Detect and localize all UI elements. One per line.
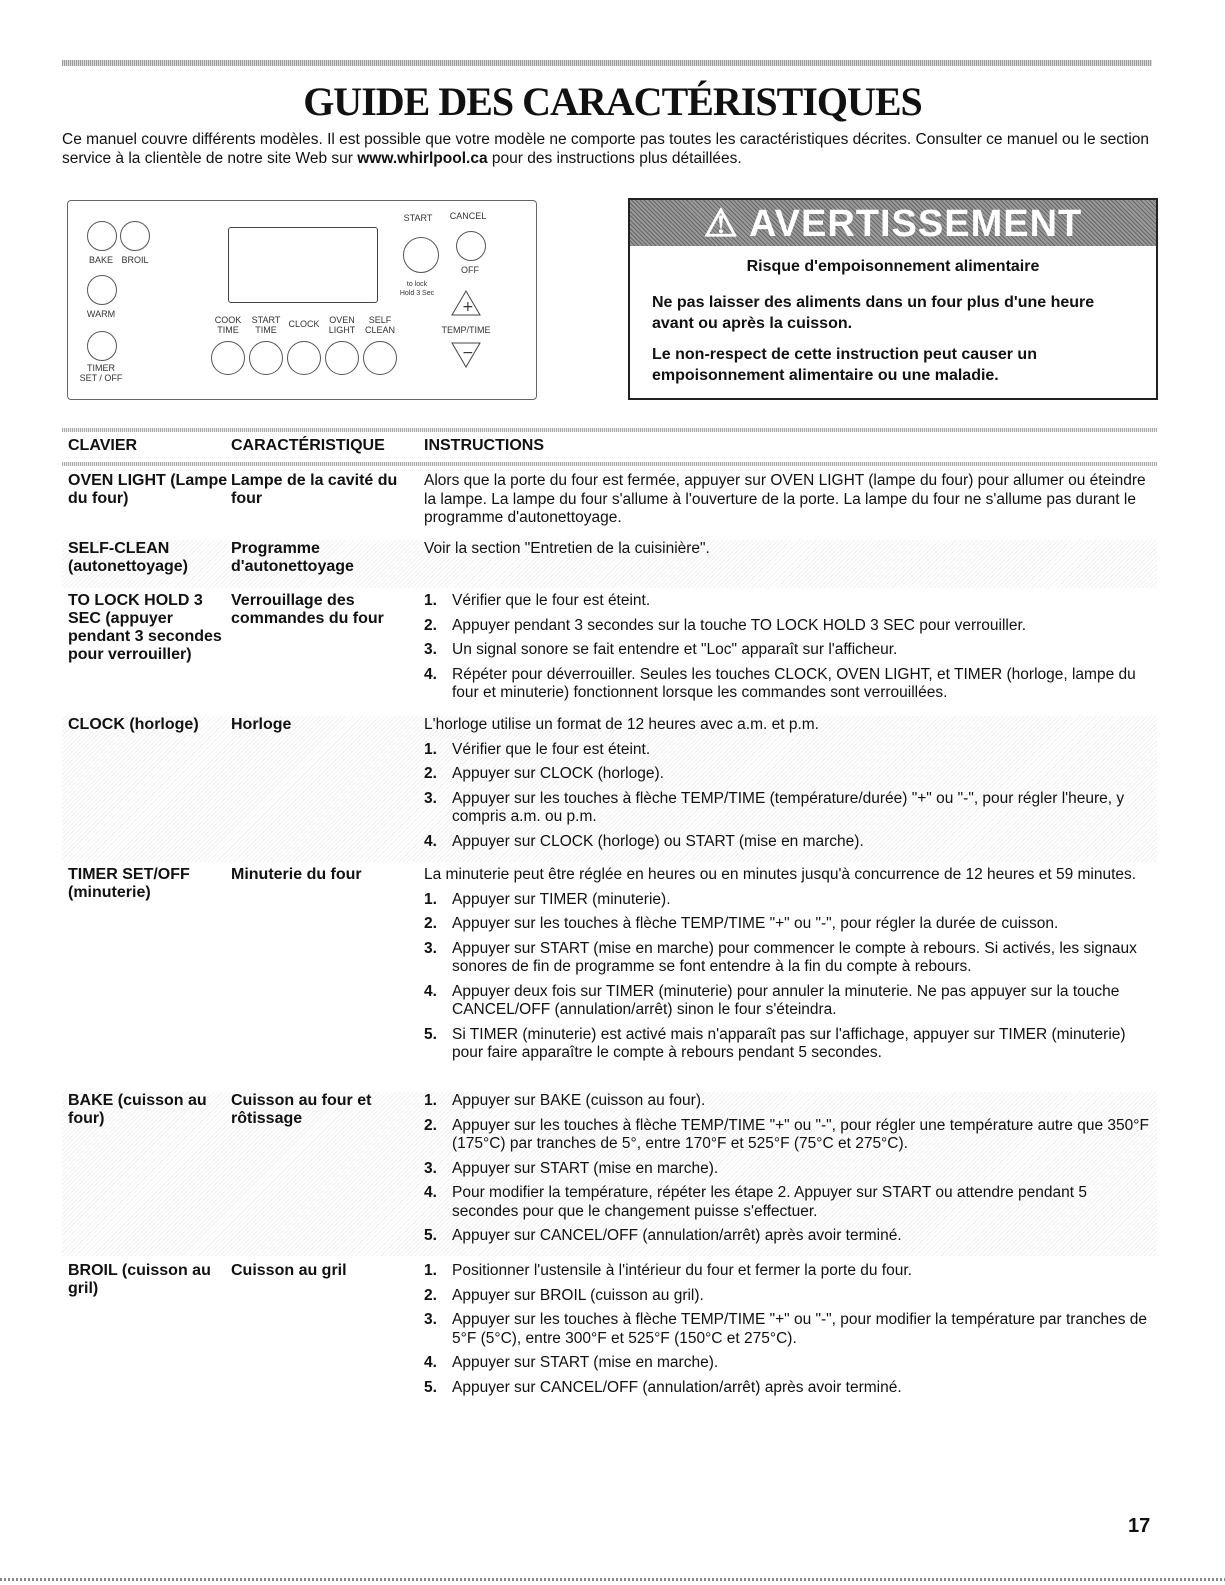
warning-subtitle: Risque d'empoisonnement alimentaire <box>746 258 1040 275</box>
step-text: Vérifier que le four est éteint. <box>452 592 651 609</box>
page-number: 17 <box>1128 1515 1151 1537</box>
instruction-steps <box>424 891 1149 1063</box>
step-text: Répéter pour déverrouiller. Seules les touches CLOCK, OVEN LIGHT, et TIMER (horloge, lampe du four et minuterie) fonctionnent lorsque les commandes sont verrouillées. <box>452 665 1136 701</box>
step-text: Pour modifier la température, répéter les étape 2. Appuyer sur START ou attendre pendant 5 secondes pour que le changement puisse s'effectuer. <box>452 1184 1088 1220</box>
warning-title: AVERTISSEMENT <box>749 203 1083 245</box>
instruction-steps <box>424 741 1149 852</box>
step-text: Appuyer sur START (mise en marche). <box>452 1354 719 1371</box>
column-header-feature: CARACTÉRISTIQUE <box>231 437 385 454</box>
temp-time-label: TEMP/TIME <box>441 325 491 335</box>
instruction-step <box>424 940 1149 977</box>
table-row <box>62 1262 1157 1412</box>
warning-box <box>628 198 1158 400</box>
step-text: Appuyer sur BAKE (cuisson au four). <box>452 1092 706 1109</box>
instruction-steps <box>424 592 1149 703</box>
instruction-step <box>424 1026 1149 1063</box>
step-text: Un signal sonore se fait entendre et "Loc" apparaît sur l'afficheur. <box>452 641 898 658</box>
instruction-step <box>424 1227 1149 1246</box>
step-text: Si TIMER (minuterie) est activé mais n'apparaît pas sur l'affichage, appuyer sur TIMER (minuterie) pour faire apparaître le compte à rebours pendant 5 secondes. <box>452 1025 1126 1061</box>
instruction-step <box>424 765 1149 784</box>
table-row <box>62 716 1157 862</box>
step-number: 3. <box>424 1159 437 1177</box>
table-top-rule <box>62 428 1157 432</box>
intro-text: Ce manuel couvre différents modèles. Il est possible que votre modèle ne comporte pas toutes les caractéristiques décrites. Consulter ce manuel ou le section service à la clientèle de notre site Web sur <box>62 131 1150 167</box>
instruction-step <box>424 592 1149 611</box>
instruction-step <box>424 1262 1149 1281</box>
bake-button-icon <box>87 221 117 251</box>
row-feature: Horloge <box>231 716 292 733</box>
step-number: 5. <box>424 1227 437 1244</box>
step-number: 1. <box>424 592 437 609</box>
set-off-label: SET / OFF <box>79 373 123 383</box>
table-row <box>62 540 1157 588</box>
minus-arrow-icon <box>450 341 482 369</box>
table-row <box>62 472 1157 534</box>
instruction-step <box>424 1160 1149 1179</box>
step-text: Appuyer sur TIMER (minuterie). <box>452 890 671 908</box>
column-header-key: CLAVIER <box>68 437 138 454</box>
row-instructions <box>424 592 1149 709</box>
step-text: Appuyer sur les touches à flèche TEMP/TIME (température/durée) "+" ou "-", pour régler l'heure, y compris a.m. ou p.m. <box>452 789 1125 825</box>
step-number: 2. <box>424 1286 437 1304</box>
step-text: Appuyer sur les touches à flèche TEMP/TIME "+" ou "-", pour régler une température autre que 350°F (175°C) par tranches de 5°, entre 170°F et 525°F (75°C et 275°C). <box>452 1116 1149 1152</box>
clock-label: CLOCK <box>288 319 320 329</box>
step-text: Vérifier que le four est éteint. <box>452 740 651 758</box>
step-number: 5. <box>424 1378 437 1396</box>
instruction-step <box>424 915 1149 934</box>
step-number: 2. <box>424 915 437 932</box>
row-key: SELF-CLEAN (autonettoyage) <box>68 540 188 575</box>
row-instructions <box>424 866 1149 1069</box>
cook-time-button-icon <box>211 341 245 375</box>
warning-text-2: Le non-respect de cette instruction peut causer un empoisonnement alimentaire ou une maladie. <box>652 346 1037 384</box>
step-text: Appuyer pendant 3 secondes sur la touche TO LOCK HOLD 3 SEC pour verrouiller. <box>452 616 1027 634</box>
step-number: 1. <box>424 740 437 758</box>
clock-button-icon <box>287 341 321 375</box>
hold-label: Hold 3 Sec <box>399 290 435 297</box>
step-number: 1. <box>424 1092 437 1109</box>
warning-text-1: Ne pas laisser des aliments dans un four plus d'une heure avant ou après la cuisson. <box>652 294 1095 332</box>
oven-light-label: OVEN LIGHT <box>328 315 356 335</box>
cancel-label: CANCEL <box>449 211 487 221</box>
intro-text-end: pour des instructions plus détaillées. <box>487 150 742 167</box>
control-panel-illustration <box>67 200 537 400</box>
warning-header <box>630 200 1156 246</box>
row-key: CLOCK (horloge) <box>68 716 199 733</box>
step-text: Appuyer sur les touches à flèche TEMP/TIME "+" ou "-", pour régler la durée de cuisson. <box>452 915 1059 932</box>
warning-triangle-icon: ⚠ <box>703 203 739 245</box>
row-feature: Cuisson au gril <box>231 1262 347 1279</box>
instruction-step <box>424 1092 1149 1111</box>
step-number: 1. <box>424 890 437 908</box>
cook-time-label: COOK TIME <box>214 315 242 335</box>
step-text: Appuyer sur BROIL (cuisson au gril). <box>452 1286 704 1304</box>
instruction-steps <box>424 1092 1149 1246</box>
instruction-step <box>424 1354 1149 1373</box>
step-text: Appuyer sur CANCEL/OFF (annulation/arrêt) après avoir terminé. <box>452 1378 902 1396</box>
row-instructions <box>424 1092 1149 1252</box>
plus-arrow-icon <box>450 289 482 317</box>
website-link: www.whirlpool.ca <box>357 150 488 167</box>
instruction-step <box>424 1184 1149 1221</box>
step-number: 2. <box>424 765 437 782</box>
row-key: TO LOCK HOLD 3 SEC (appuyer pendant 3 secondes pour verrouiller) <box>68 592 222 663</box>
top-rule <box>62 60 1152 66</box>
step-number: 4. <box>424 982 437 1000</box>
instruction-step <box>424 891 1149 910</box>
instruction-step <box>424 1311 1149 1348</box>
row-feature: Minuterie du four <box>231 866 362 883</box>
row-instructions <box>424 1262 1149 1403</box>
column-header-instructions: INSTRUCTIONS <box>424 437 544 454</box>
row-key: OVEN LIGHT (Lampe du four) <box>68 472 228 507</box>
step-text: Appuyer sur CLOCK (horloge). <box>452 765 664 782</box>
instruction-step <box>424 666 1149 703</box>
page-title: GUIDE DES CARACTÉRISTIQUES <box>303 79 922 124</box>
broil-label: BROIL <box>121 255 149 265</box>
row-feature: Cuisson au four et rôtissage <box>231 1092 372 1127</box>
svg-text:+: + <box>462 299 474 315</box>
instruction-text: L'horloge utilise un format de 12 heures avec a.m. et p.m. <box>424 716 819 733</box>
oven-light-button-icon <box>325 341 359 375</box>
instruction-step <box>424 1117 1149 1154</box>
row-feature: Lampe de la cavité du four <box>231 472 398 507</box>
display-window <box>228 227 378 303</box>
instruction-steps <box>424 1262 1149 1397</box>
svg-text:−: − <box>462 345 474 361</box>
bake-label: BAKE <box>88 255 113 265</box>
start-button-icon <box>403 237 439 273</box>
timer-button-icon <box>87 331 117 361</box>
table-row <box>62 866 1157 1088</box>
step-number: 4. <box>424 832 437 850</box>
instruction-step <box>424 833 1149 852</box>
step-text: Appuyer sur START (mise en marche) pour commencer le compte à rebours. Si activés, les signaux sonores de fin de programme se font entendre à la fin du compte à rebours. <box>452 939 1137 975</box>
start-time-label: START TIME <box>251 315 281 335</box>
step-number: 5. <box>424 1025 437 1043</box>
off-label: OFF <box>461 265 479 275</box>
row-key: TIMER SET/OFF (minuterie) <box>68 866 190 901</box>
instruction-text: La minuterie peut être réglée en heures ou en minutes jusqu'à concurrence de 12 heures et 59 minutes. <box>424 866 1137 883</box>
to-lock-label: to lock <box>406 281 428 288</box>
step-text: Appuyer sur CLOCK (horloge) ou START (mise en marche). <box>452 832 864 850</box>
step-number: 3. <box>424 641 437 658</box>
row-key: BROIL (cuisson au gril) <box>68 1262 211 1297</box>
cancel-button-icon <box>456 231 486 261</box>
timer-label: TIMER <box>87 363 115 373</box>
start-label: START <box>403 213 433 223</box>
broil-button-icon <box>120 221 150 251</box>
instruction-step <box>424 617 1149 636</box>
step-number: 3. <box>424 939 437 957</box>
row-instructions <box>424 540 1149 565</box>
instruction-step <box>424 1379 1149 1398</box>
step-number: 2. <box>424 1116 437 1134</box>
table-row <box>62 592 1157 712</box>
step-number: 3. <box>424 1311 437 1328</box>
step-text: Appuyer deux fois sur TIMER (minuterie) pour annuler la minuterie. Ne pas appuyer sur la touche CANCEL/OFF (annulation/arrêt) sinon le four s'éteindra. <box>452 982 1120 1018</box>
row-feature: Programme d'autonettoyage <box>231 540 354 575</box>
table-row <box>62 1092 1157 1256</box>
step-number: 3. <box>424 789 437 807</box>
instruction-text: Alors que la porte du four est fermée, appuyer sur OVEN LIGHT (lampe du four) pour allumer ou éteindre la lampe. La lampe du four s'allume à l'ouverture de la porte. La lampe du four ne s'allume pas durant le programme d'autonettoyage. <box>424 472 1146 526</box>
instruction-step <box>424 983 1149 1020</box>
step-text: Appuyer sur START (mise en marche). <box>452 1159 719 1177</box>
step-text: Appuyer sur les touches à flèche TEMP/TIME "+" ou "-", pour modifier la température par tranches de 5°F (5°C), entre 300°F et 525°F (150°C et 275°C). <box>452 1311 1148 1347</box>
row-feature: Verrouillage des commandes du four <box>231 592 384 627</box>
row-key: BAKE (cuisson au four) <box>68 1092 207 1127</box>
step-number: 4. <box>424 1354 437 1371</box>
intro-paragraph <box>62 130 1157 168</box>
table-header-rule <box>62 462 1157 466</box>
instruction-step <box>424 741 1149 760</box>
step-number: 4. <box>424 1184 437 1201</box>
step-number: 2. <box>424 616 437 634</box>
row-instructions <box>424 716 1149 857</box>
instruction-step <box>424 790 1149 827</box>
bottom-rule <box>0 1578 1225 1581</box>
step-text: Appuyer sur CANCEL/OFF (annulation/arrêt) après avoir terminé. <box>452 1227 902 1244</box>
step-number: 4. <box>424 665 437 683</box>
self-clean-button-icon <box>363 341 397 375</box>
self-clean-label: SELF CLEAN <box>364 315 395 335</box>
step-text: Positionner l'ustensile à l'intérieur du four et fermer la porte du four. <box>452 1262 912 1279</box>
instruction-text: Voir la section "Entretien de la cuisinière". <box>424 540 710 557</box>
warm-button-icon <box>87 275 117 305</box>
instruction-step <box>424 641 1149 660</box>
start-time-button-icon <box>249 341 283 375</box>
step-number: 1. <box>424 1262 437 1279</box>
warm-label: WARM <box>86 309 116 319</box>
row-instructions <box>424 472 1149 534</box>
instruction-step <box>424 1287 1149 1306</box>
